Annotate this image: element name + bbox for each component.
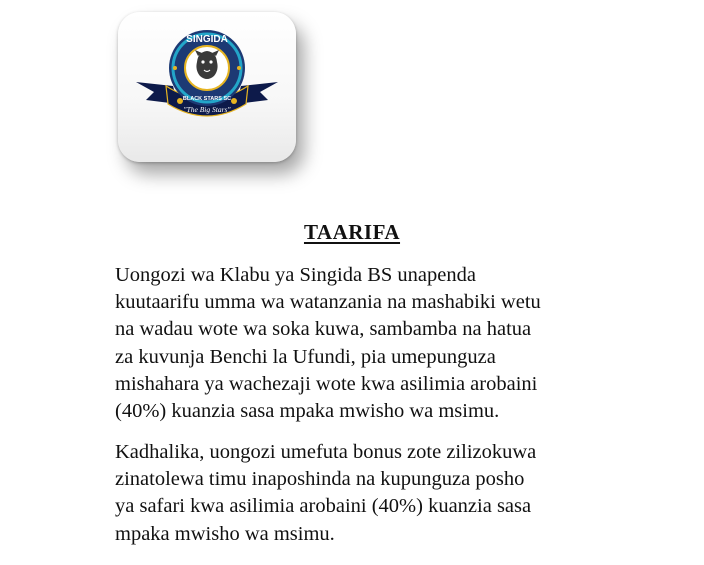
paragraph-2-line: zinatolewa timu inaposhinda na kupunguza posho [115, 468, 525, 491]
paragraph-2-line: mpaka mwisho wa msimu. [115, 522, 335, 545]
leopard-head-icon [196, 51, 217, 79]
paragraph-1-line: Uongozi wa Klabu ya Singida BS unapenda [115, 264, 476, 286]
ring-star-left [173, 66, 177, 70]
title-text: TAARIFA [303, 220, 401, 244]
leopard-eye-right [209, 60, 212, 63]
ring-star-right [237, 66, 241, 70]
paragraph-1-line: kuutaarifu umma wa watanzania na mashabiki wetu [115, 291, 541, 314]
logo-motto-text: "The Big Stars" [183, 105, 231, 114]
page-title [0, 220, 704, 245]
leopard-eye-left [201, 60, 204, 63]
paragraph-1-line: za kuvunja Benchi la Ufundi, pia umepunguza [115, 345, 496, 368]
club-logo-tile [118, 12, 296, 162]
paragraph-2 [115, 439, 615, 548]
paragraph-2-line: Kadhalika, uongozi umefuta bonus zote zilizokuwa [115, 441, 537, 463]
logo-club-name: SINGIDA [186, 34, 228, 45]
paragraph-1-line: na wadau wote wa soka kuwa, sambamba na hatua [115, 318, 532, 341]
logo-ring-text: BLACK STARS SC [182, 96, 232, 102]
singida-black-stars-crest-icon [118, 12, 296, 162]
banner-star-right [231, 98, 237, 104]
paragraph-1 [115, 262, 615, 425]
paragraph-1-line: mishahara ya wachezaji wote kwa asilimia arobaini [115, 372, 538, 395]
paragraph-2-line: ya safari kwa asilimia arobaini (40%) kuanzia sasa [115, 495, 532, 518]
paragraph-1-line: (40%) kuanzia sasa mpaka mwisho wa msimu. [115, 400, 500, 423]
